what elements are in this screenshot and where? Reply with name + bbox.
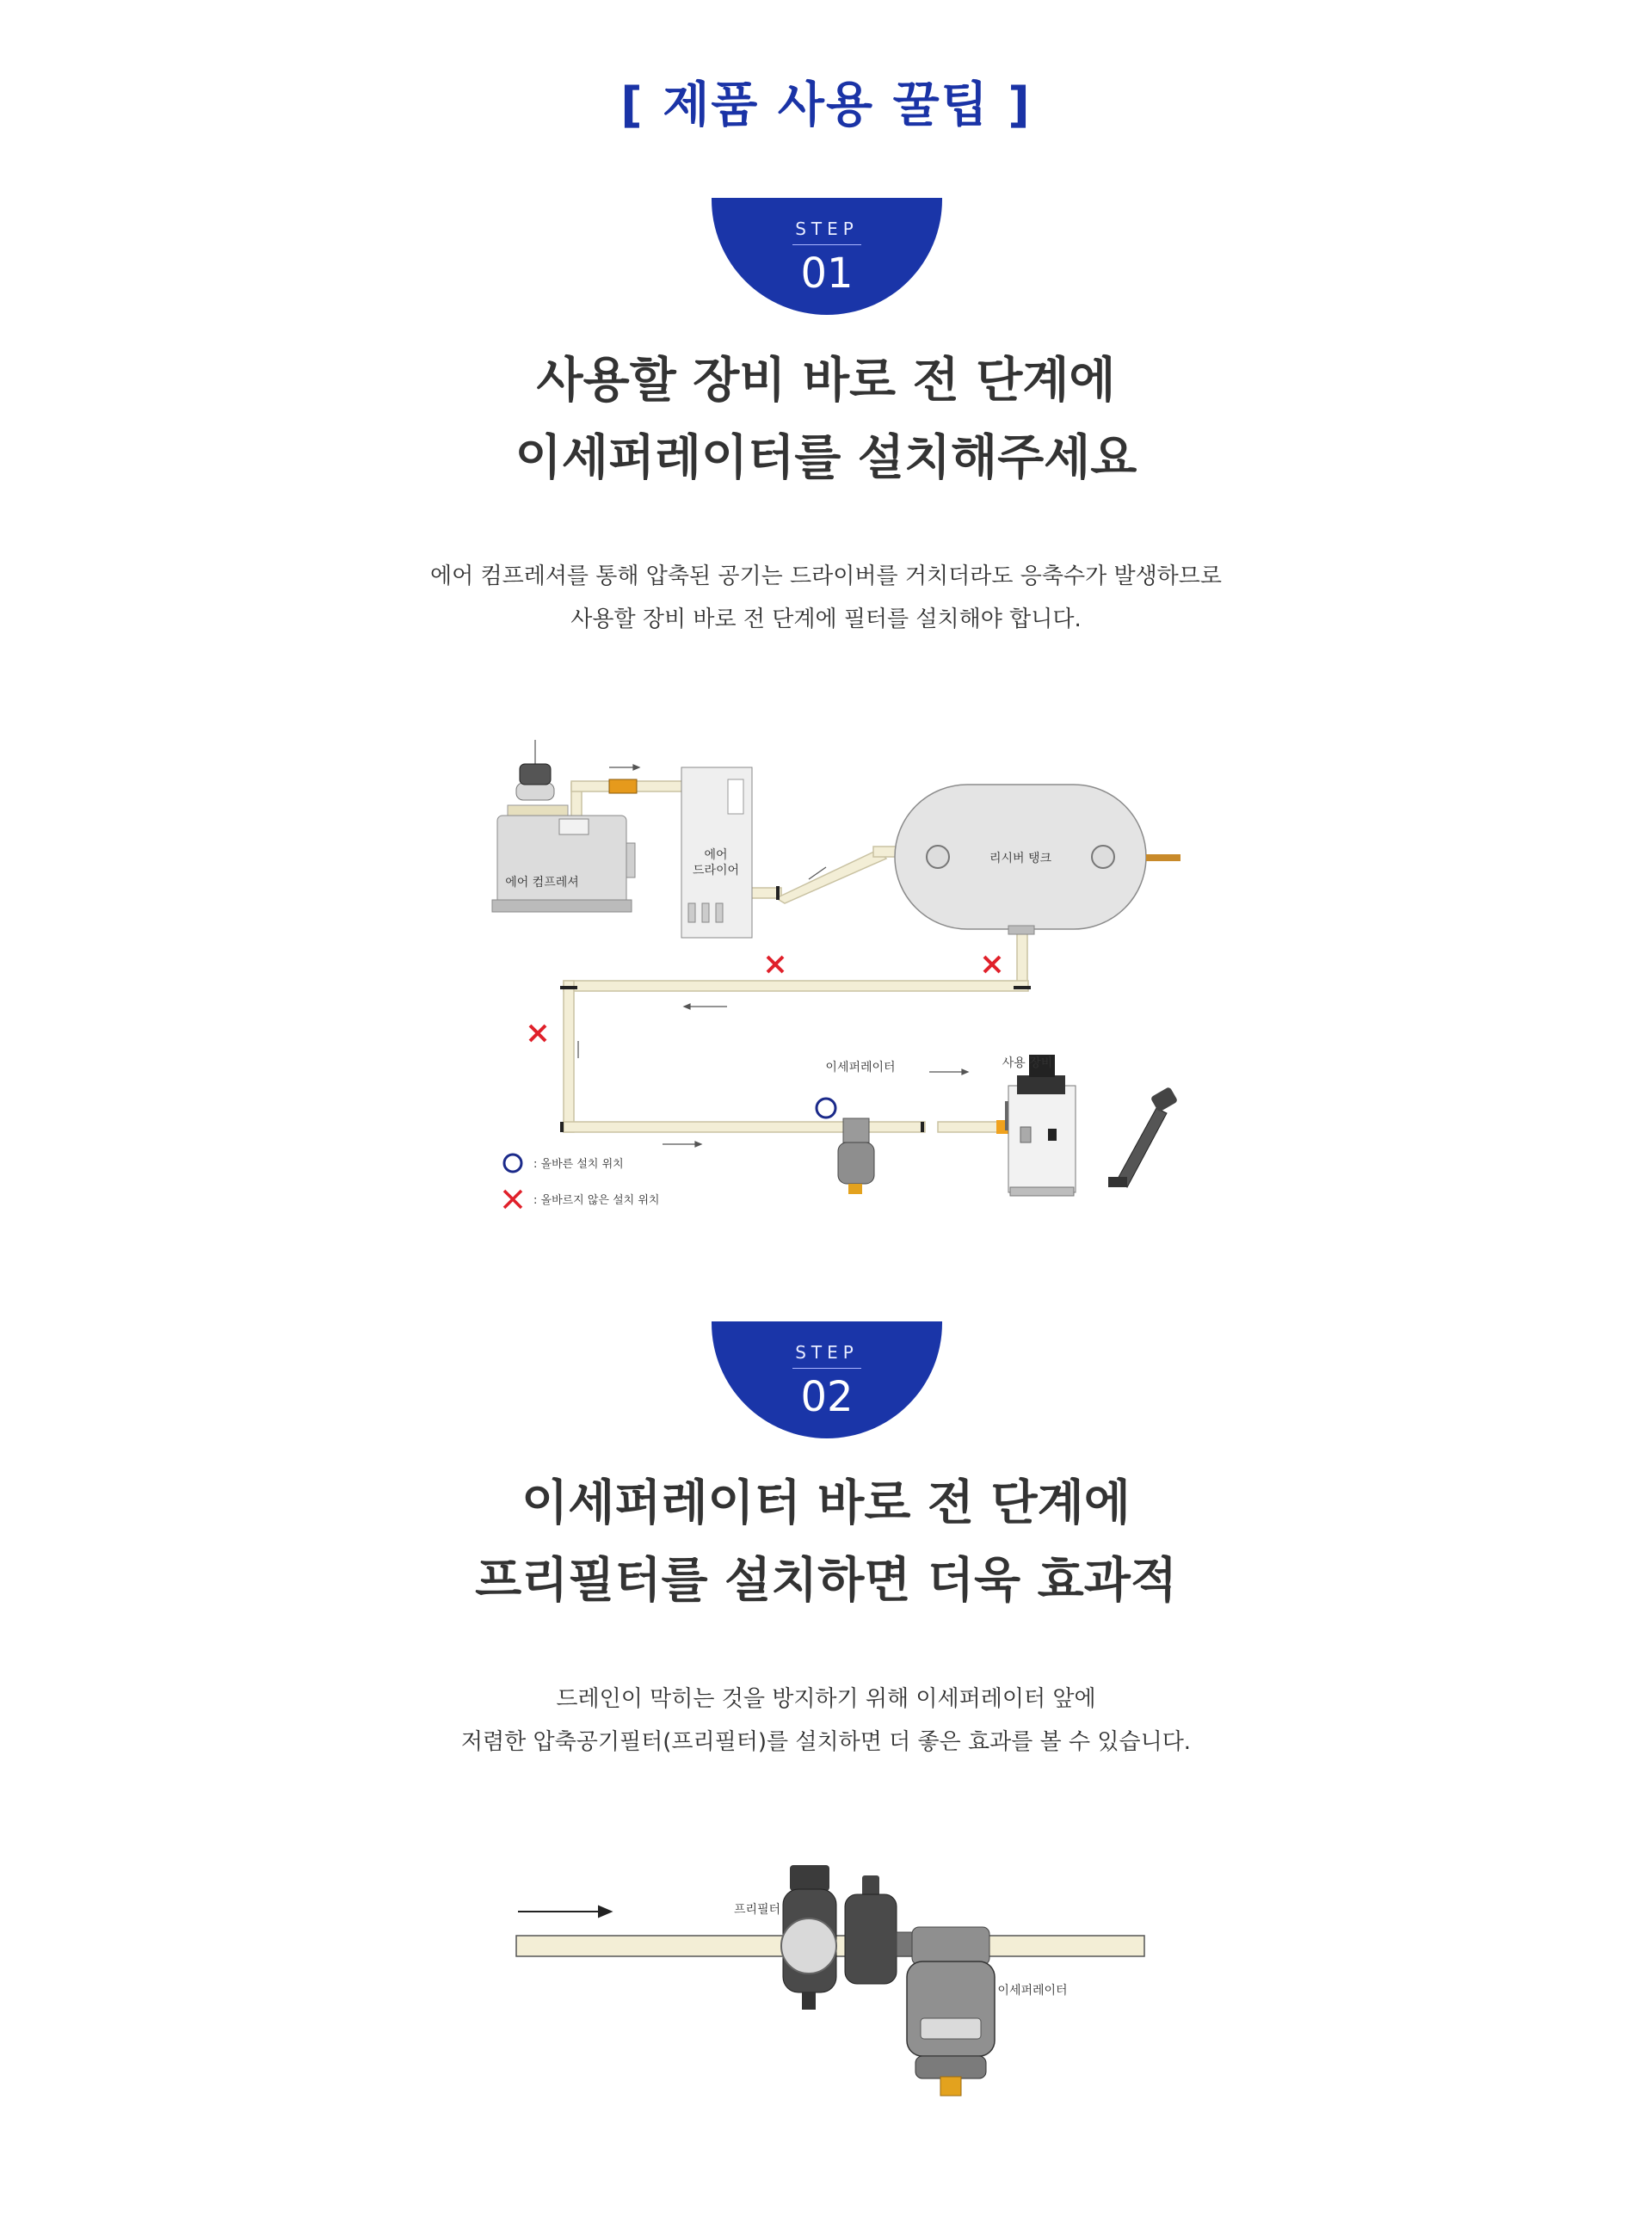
step-02-diagram: [508, 1850, 1162, 2108]
step-number: 01: [800, 249, 854, 298]
wrong-position-icon: [530, 957, 1000, 1041]
separator-label: 이세퍼레이터: [997, 1984, 1068, 1998]
step-divider: [792, 1368, 861, 1369]
dryer-label-line1: 에어: [704, 848, 728, 862]
flow-arrow-icon: [518, 1906, 611, 1917]
step-label: STEP: [795, 1342, 859, 1363]
step-label: STEP: [795, 219, 859, 239]
step-number: 02: [800, 1373, 854, 1421]
legend-correct-icon: [504, 1155, 521, 1172]
prefilter-label: 프리필터: [733, 1903, 781, 1917]
step-01-headline-line1: 사용할 장비 바로 전 단계에: [536, 353, 1116, 409]
tank-label: 리시버 탱크: [989, 852, 1052, 865]
step-01-description-line1: 에어 컴프레셔를 통해 압축된 공기는 드라이버를 거치더라도 응축수가 발생하므로: [429, 563, 1223, 589]
step-02-description-line1: 드레인이 막히는 것을 방지하기 위해 이세퍼레이터 앞에: [556, 1686, 1096, 1712]
correct-position-icon: [817, 1099, 835, 1118]
step-02-description-line2: 저렴한 압축공기필터(프리필터)를 설치하면 더 좋은 효과를 볼 수 있습니다.: [460, 1729, 1192, 1755]
step-divider: [792, 244, 861, 245]
legend-wrong-icon: [504, 1191, 521, 1208]
inline-fitting-icon: [609, 779, 637, 793]
diagram-legend: [504, 1155, 660, 1208]
separator-label: 이세퍼레이터: [825, 1061, 896, 1075]
receiver-tank-icon: [895, 785, 1180, 934]
dryer-label-line2: 드라이어: [692, 864, 740, 878]
air-dryer-icon: [681, 767, 752, 938]
air-tool-icon: [1108, 1087, 1178, 1187]
step-01-headline-line2: 이세퍼레이터를 설치해주세요: [515, 430, 1137, 486]
step-02-headline-line2: 프리필터를 설치하면 더욱 효과적: [475, 1553, 1177, 1609]
legend-wrong-label: : 올바르지 않은 설치 위치: [533, 1194, 660, 1207]
step-01-diagram: [482, 731, 1187, 1230]
page-title: [ 제품 사용 꿀팁 ]: [620, 77, 1032, 133]
step-02-headline-line1: 이세퍼레이터 바로 전 단계에: [521, 1475, 1131, 1531]
legend-correct-label: : 올바른 설치 위치: [533, 1158, 624, 1171]
step-02-badge: [712, 1321, 942, 1438]
step-01-badge: [712, 198, 942, 315]
compressor-label: 에어 컴프레셔: [505, 876, 579, 890]
equipment-icon: [1002, 1055, 1076, 1196]
step-01-description-line2: 사용할 장비 바로 전 단계에 필터를 설치해야 합니다.: [570, 607, 1082, 632]
equipment-label: 사용 장비: [1002, 1056, 1053, 1070]
